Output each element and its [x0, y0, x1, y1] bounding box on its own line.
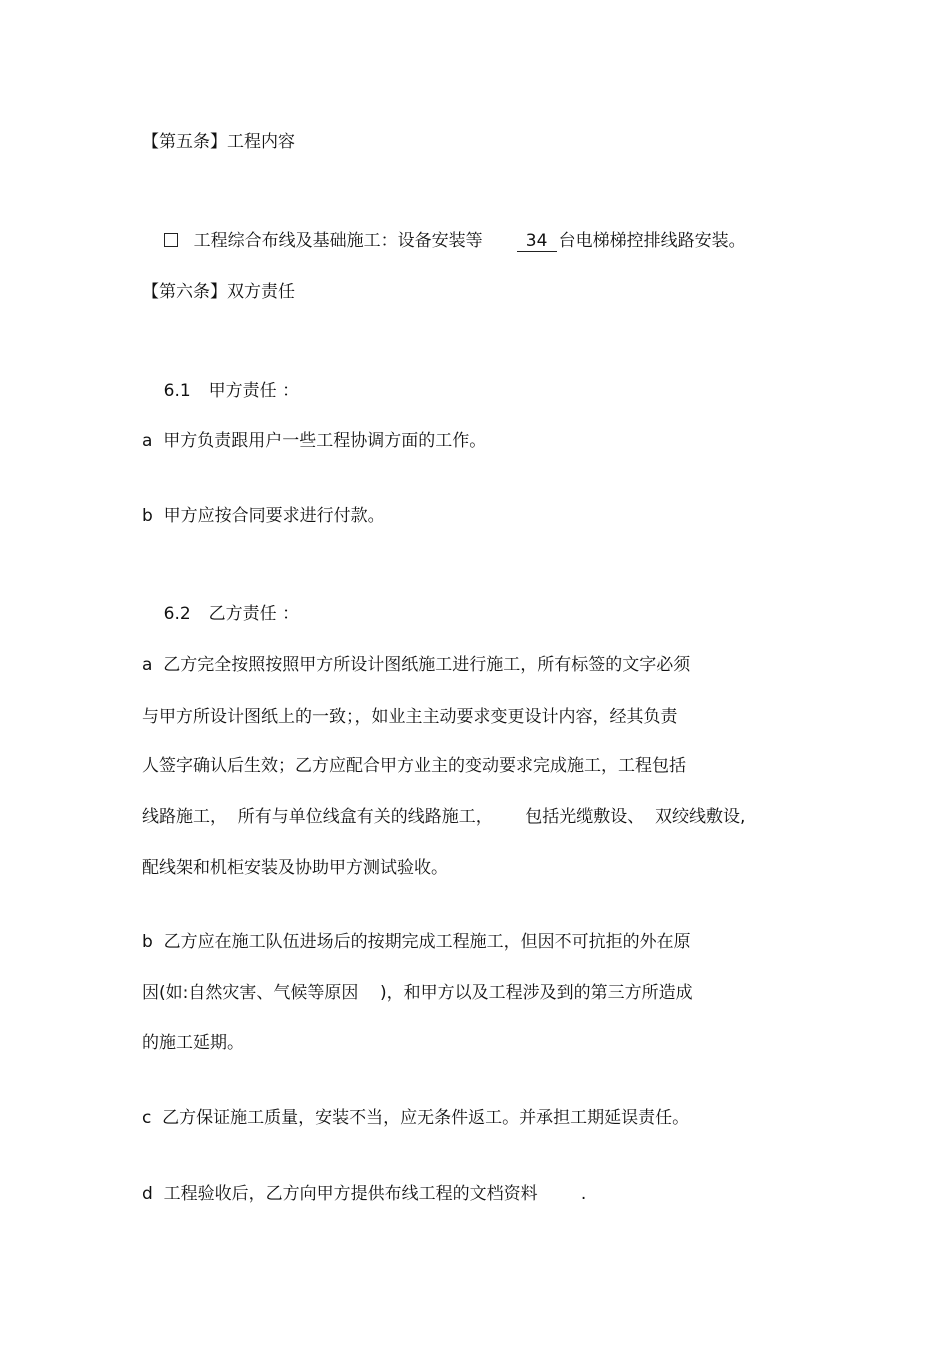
checkbox-icon[interactable]	[164, 233, 178, 247]
party-a-title-line	[142, 355, 300, 401]
party-b-item-a-line-2: 与甲方所设计图纸上的一致；，如业主主动要求变更设计内容，经其负责	[142, 707, 678, 727]
party-b-item-d: d 工程验收后，乙方向甲方提供布线工程的文档资料 .	[142, 1184, 587, 1204]
party-b-item-a-line-3: 人签字确认后生效；乙方应配合甲方业主的变动要求完成施工，工程包括	[142, 756, 686, 776]
party-a-item-a: a 甲方负责跟用户一些工程协调方面的工作。	[142, 431, 487, 451]
party-b-item-c: c 乙方保证施工质量，安装不当，应无条件返工。并承担工期延误责任。	[142, 1108, 690, 1128]
party-b-item-b-line-2: 因(如:自然灾害、气候等原因 )，和甲方以及工程涉及到的第三方所造成	[142, 983, 693, 1003]
article5-heading: 【第五条】工程内容	[142, 132, 295, 152]
party-a-number: 6.1	[163, 381, 191, 401]
article5-item-prefix: 工程综合布线及基础施工：设备安装等	[193, 231, 483, 251]
party-b-number: 6.2	[163, 604, 191, 624]
party-b-title-line	[142, 578, 300, 624]
party-b-title: 乙方责任 ：	[208, 604, 300, 624]
party-b-item-a-line-5: 配线架和机柜安装及协助甲方测试验收。	[142, 858, 448, 878]
article5-item	[142, 205, 746, 251]
party-a-item-b: b 甲方应按合同要求进行付款。	[142, 506, 385, 526]
party-b-item-a-line-1: a 乙方完全按照按照甲方所设计图纸施工进行施工，所有标签的文字必须	[142, 655, 691, 675]
party-a-title: 甲方责任 ：	[208, 381, 300, 401]
article5-item-suffix: 台电梯梯控排线路安装。	[558, 231, 746, 251]
party-b-item-b-line-3: 的施工延期。	[142, 1033, 244, 1053]
party-b-item-a-line-4: 线路施工， 所有与单位线盒有关的线路施工， 包括光缆敷设、 双绞线敷设,	[142, 807, 746, 827]
party-b-item-b-line-1: b 乙方应在施工队伍进场后的按期完成工程施工，但因不可抗拒的外在原	[142, 932, 691, 952]
article6-heading: 【第六条】双方责任	[142, 282, 295, 302]
quantity-blank: 34	[517, 231, 557, 252]
